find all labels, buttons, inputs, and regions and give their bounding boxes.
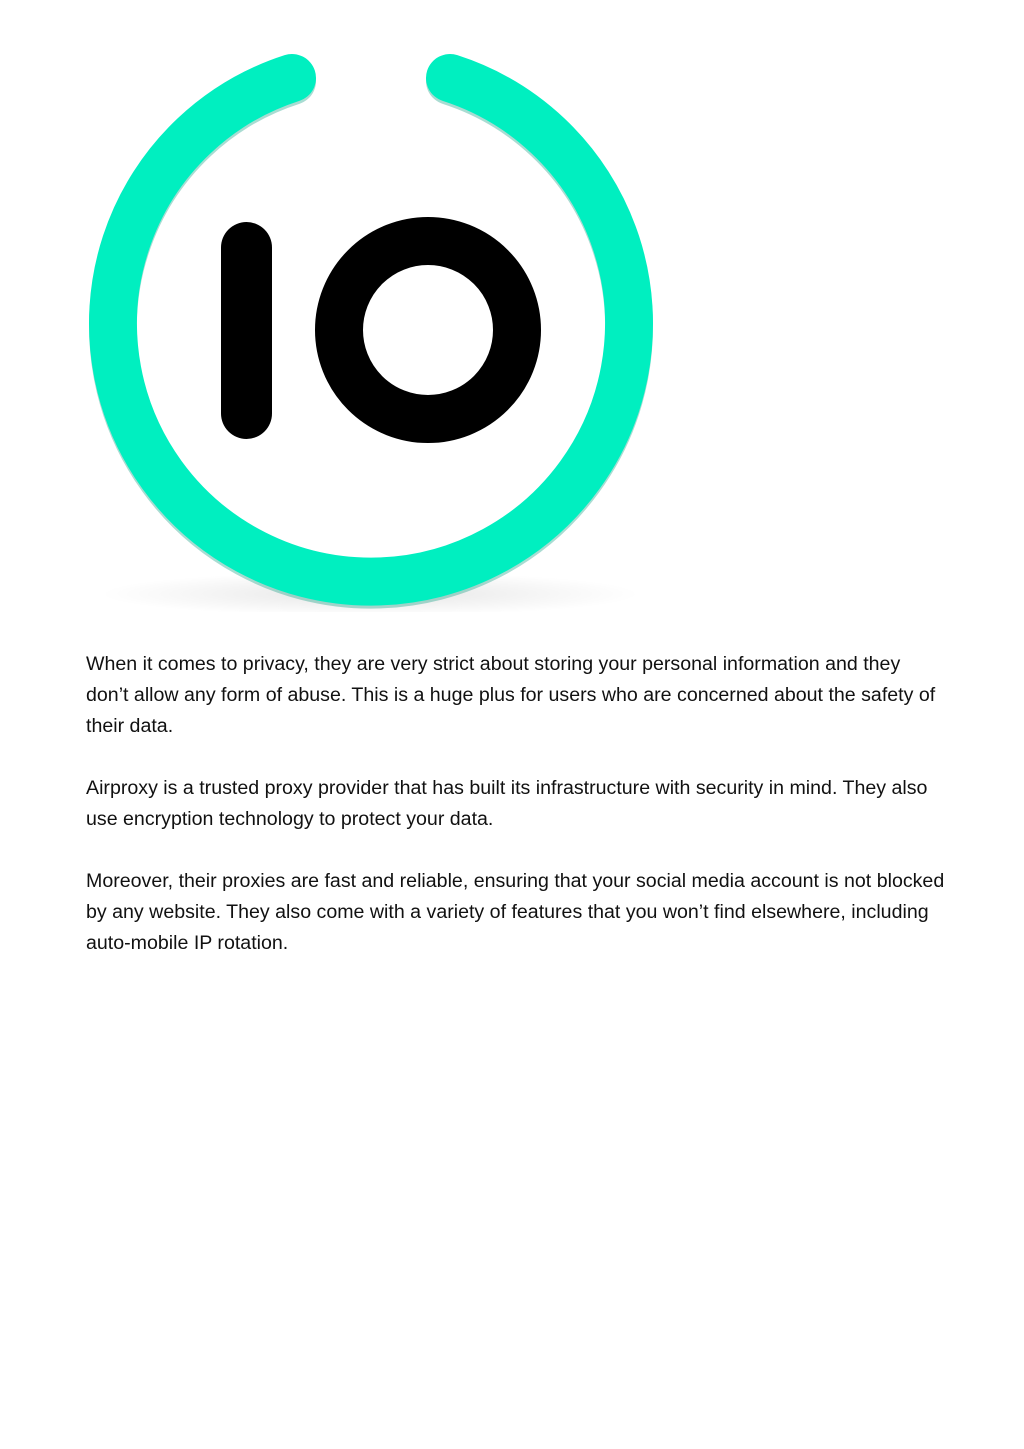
ten-ring-logo — [84, 46, 656, 612]
logo-image — [84, 46, 656, 612]
article-body — [86, 649, 946, 990]
paragraph: Airproxy is a trusted proxy provider that has built its infrastructure with security in mind. They also use encryption technology to protect your data. — [86, 777, 928, 830]
digit-zero — [339, 241, 517, 419]
paragraph: When it comes to privacy, they are very strict about storing your personal information and they don’t allow any form of abuse. This is a huge plus for users who are concerned about the safety of their data. — [86, 653, 936, 737]
ring-arc — [113, 78, 629, 582]
paragraph: Moreover, their proxies are fast and reliable, ensuring that your social media account is not blocked by any website. They also come with a variety of features that you won’t find elsewhere, including auto-mobile IP rotation. — [86, 870, 945, 954]
digit-one — [221, 222, 272, 439]
